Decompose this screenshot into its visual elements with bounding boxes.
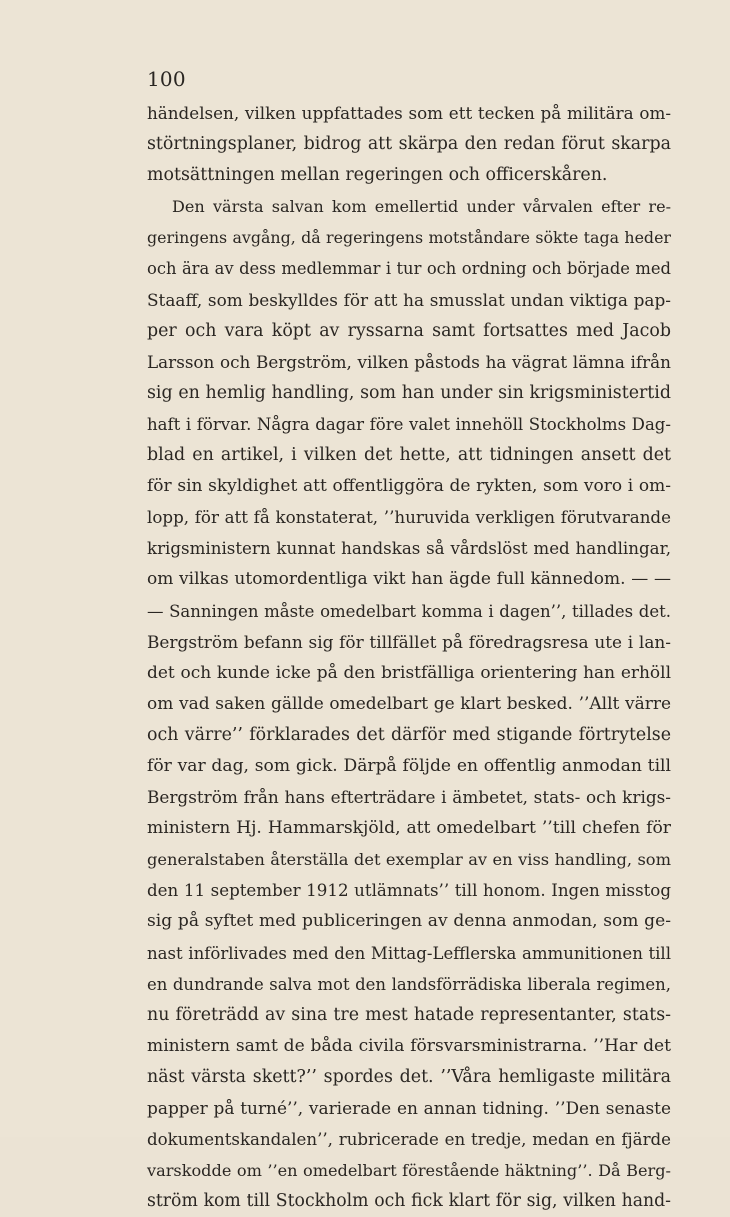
text-line: för var dag, som gick. Därpå följde en offentlig anmodan till [147, 755, 671, 776]
text-line: lopp, för att få konstaterat, ’’huruvida verkligen förutvarande [147, 507, 671, 528]
text-line: Staaff, som beskylldes för att ha smusslat undan viktiga pap- [147, 289, 671, 310]
text-line: Bergström befann sig för tillfället på föredragsresa ute i lan- [147, 631, 671, 652]
text-line: haft i förvar. Några dagar före valet innehöll Stockholms Dag- [147, 414, 671, 434]
text-line: och värre’’ förklarades det därför med stigande förtrytelse [147, 724, 671, 745]
text-line: generalstaben återställa det exemplar av en viss handling, som [147, 850, 671, 870]
text-line: dokumentskandalen’’, rubricerade en tredje, medan en fjärde [147, 1130, 671, 1150]
text-line: sig på syftet med publiceringen av denna anmodan, som ge- [147, 911, 671, 932]
text-line: ministern samt de båda civila försvarsministrarna. ’’Har det [147, 1035, 671, 1056]
text-line: krigsministern kunnat handskas så vårdslöst med handlingar, [147, 539, 671, 559]
text-line: det och kunde icke på den bristfälliga orientering han erhöll [147, 662, 671, 683]
text-line: nu företrädd av sina tre mest hatade representanter, stats- [147, 1004, 671, 1025]
text-line: händelsen, vilken uppfattades som ett tecken på militära om- [147, 103, 671, 123]
text-line: nast införlivades med den Mittag-Lefflerska ammunitionen till [147, 943, 671, 963]
text-line: sig en hemlig handling, som han under sin krigsministertid [147, 382, 671, 403]
text-line: för sin skyldighet att offentliggöra de rykten, som voro i om- [147, 476, 671, 497]
body-text [147, 98, 671, 1217]
text-line: Larsson och Bergström, vilken påstods ha vägrat lämna ifrån [147, 351, 671, 372]
text-line: Bergström från hans efterträdare i ämbetet, stats- och krigs- [147, 787, 671, 808]
text-line: ström kom till Stockholm och fick klart för sig, vilken hand- [147, 1191, 671, 1212]
text-line: näst värsta skett?’’ spordes det. ’’Våra hemligaste militära [147, 1066, 671, 1087]
text-line: den 11 september 1912 utlämnats’’ till honom. Ingen misstog [147, 881, 671, 901]
text-line: blad en artikel, i vilken det hette, att tidningen ansett det [147, 445, 671, 466]
text-line: motsättningen mellan regeringen och officerskåren. [147, 165, 608, 186]
text-line: per och vara köpt av ryssarna samt fortsattes med Jacob [147, 320, 671, 341]
text-line: papper på turné’’, varierade en annan tidning. ’’Den senaste [147, 1098, 671, 1118]
text-line: ministern Hj. Hammarskjöld, att omedelbart ’’till chefen för [147, 818, 671, 839]
text-line: varskodde om ’’en omedelbart förestående häktning’’. Då Berg- [147, 1161, 671, 1181]
text-line: om vad saken gällde omedelbart ge klart besked. ’’Allt värre [147, 693, 671, 714]
text-line: Den värsta salvan kom emellertid under vårvalen efter re- [172, 197, 671, 217]
text-line: om vilkas utomordentliga vikt han ägde full kännedom. — — [147, 569, 671, 590]
page-number: 100 [147, 67, 186, 91]
text-line: en dundrande salva mot den landsförrädiska liberala regimen, [147, 974, 671, 994]
text-line: och ära av dess medlemmar i tur och ordning och började med [147, 259, 671, 279]
text-line: — Sanningen måste omedelbart komma i dagen’’, tillades det. [147, 601, 671, 621]
text-line: geringens avgång, då regeringens motståndare sökte taga heder [147, 228, 671, 248]
text-line: störtningsplaner, bidrog att skärpa den redan förut skarpa [147, 134, 671, 155]
